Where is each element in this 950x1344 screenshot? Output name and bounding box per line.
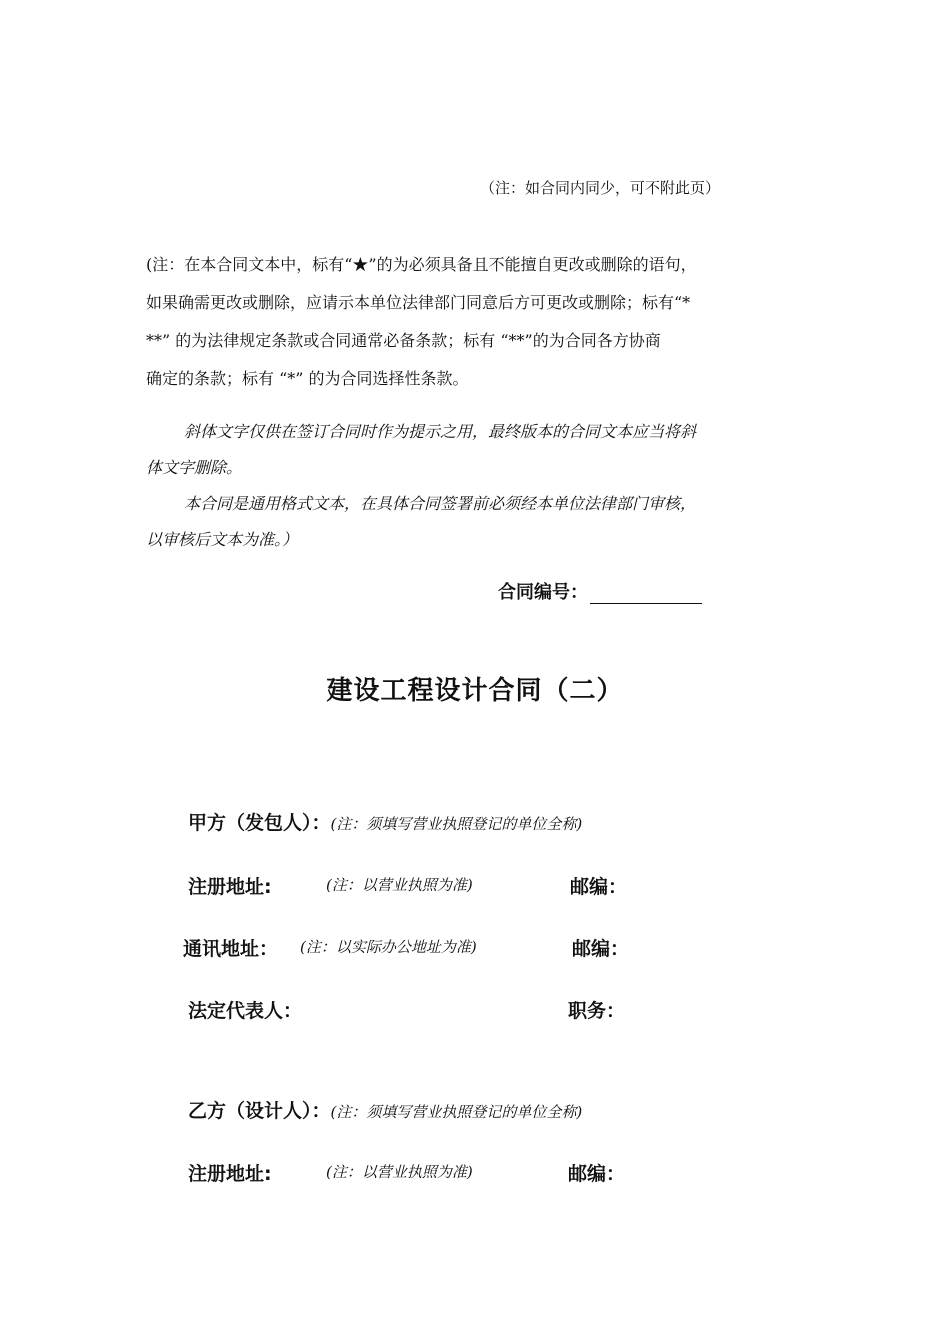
party-b-label: 乙方（设计人）： — [188, 1100, 331, 1122]
party-a-row — [188, 808, 582, 835]
contract-number — [498, 578, 702, 604]
party-a-hint: (注：须填写营业执照登记的单位全称) — [330, 815, 583, 833]
party-a-position-label: 职务： — [568, 1000, 626, 1022]
italic-note-line: 体文字删除。 — [146, 458, 243, 477]
document-title: 建设工程设计合同（二） — [326, 676, 624, 706]
notice-line: 如果确需更改或删除，应请示本单位法律部门同意后方可更改或删除；标有“* — [146, 293, 691, 312]
party-b-reg-address-hint: (注：以营业执照为准) — [326, 1163, 473, 1181]
party-b-postcode-label: 邮编： — [568, 1163, 626, 1185]
notice-line: (注：在本合同文本中，标有“★”的为必须具备且不能擅自更改或删除的语句， — [146, 255, 697, 274]
contract-number-label: 合同编号： — [498, 582, 588, 603]
notice-line: 确定的条款；标有 “*” 的为合同选择性条款。 — [146, 369, 469, 388]
party-b-reg-address-label: 注册地址: — [188, 1163, 272, 1185]
party-b-row — [188, 1096, 582, 1123]
party-a-postcode-label: 邮编： — [570, 876, 628, 898]
party-a-comm-address-hint: (注：以实际办公地址为准) — [300, 938, 477, 956]
party-a-label: 甲方（发包人）： — [188, 812, 331, 834]
top-note: （注：如合同内同少，可不附此页） — [480, 179, 721, 197]
party-a-legal-rep-label: 法定代表人： — [188, 1000, 303, 1022]
party-a-reg-address-label: 注册地址: — [188, 876, 272, 898]
notice-line: **” 的为法律规定条款或合同通常必备条款；标有 “**”的为合同各方协商 — [146, 331, 661, 350]
italic-note-line: 斜体文字仅供在签订合同时作为提示之用，最终版本的合同文本应当将斜 — [184, 422, 697, 441]
notice-paragraph — [146, 246, 826, 398]
italic-note-line: 以审核后文本为准。） — [146, 530, 299, 549]
italic-note-line: 本合同是通用格式文本，在具体合同签署前必须经本单位法律部门审核， — [184, 494, 697, 513]
contract-number-blank[interactable] — [590, 583, 702, 604]
party-b-hint: (注：须填写营业执照登记的单位全称) — [330, 1103, 583, 1121]
party-a-reg-address-hint: (注：以营业执照为准) — [326, 876, 473, 894]
party-a-postcode-label-2: 邮编： — [572, 938, 630, 960]
party-a-comm-address-label: 通讯地址： — [183, 938, 279, 960]
